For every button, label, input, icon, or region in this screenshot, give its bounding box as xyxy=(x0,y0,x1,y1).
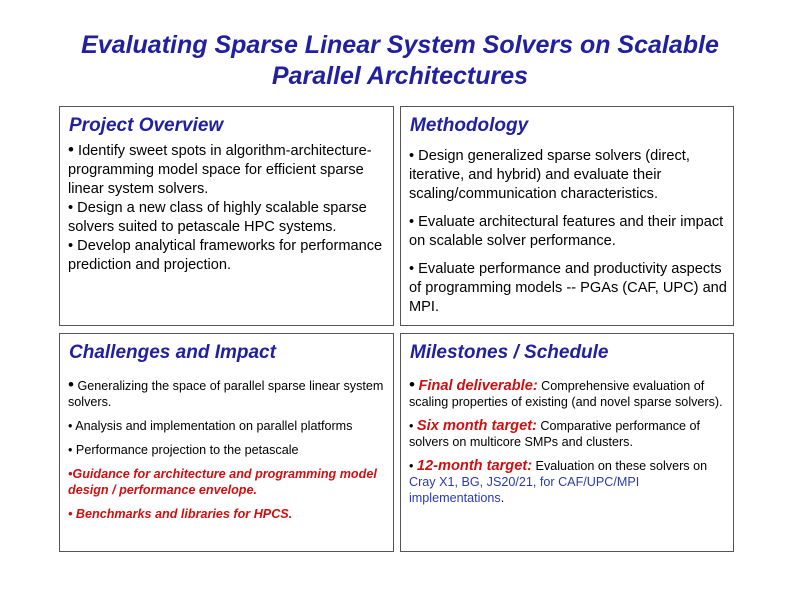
project-overview-box xyxy=(59,106,394,326)
list-item: • Evaluate performance and productivity aspects of programming models -- PGAs (CAF, UPC) and MPI. xyxy=(409,261,727,315)
challenges-heading: Challenges and Impact xyxy=(69,342,276,363)
list-item: • Identify sweet spots in algorithm-architecture-programming model space for efficient sparse linear system solvers. xyxy=(68,140,372,197)
list-item: • Final deliverable: Comprehensive evaluation of scaling properties of existing (and novel sparse solvers). xyxy=(409,375,723,409)
list-item: • Design a new class of highly scalable sparse solvers suited to petascale HPC systems. xyxy=(68,200,367,235)
milestones-box xyxy=(400,333,734,552)
milestones-heading: Milestones / Schedule xyxy=(410,342,609,363)
project-overview-body xyxy=(68,140,387,275)
slide-title xyxy=(0,30,800,92)
title-line-2: Parallel Architectures xyxy=(271,62,529,90)
methodology-heading: Methodology xyxy=(410,115,529,136)
challenges-box xyxy=(59,333,394,552)
list-item: • Evaluate architectural features and their impact on scalable solver performance. xyxy=(409,214,724,249)
methodology-box xyxy=(400,106,734,326)
list-item: • Benchmarks and libraries for HPCS. xyxy=(68,507,293,521)
list-item: • Design generalized sparse solvers (direct, iterative, and hybrid) and evaluate their scaling/communication characteristics. xyxy=(409,148,690,202)
list-item: • Develop analytical frameworks for performance prediction and projection. xyxy=(68,238,383,273)
challenges-body xyxy=(68,377,387,522)
milestones-body xyxy=(409,377,727,506)
list-item: • Performance projection to the petascale xyxy=(68,443,299,457)
list-item: •Guidance for architecture and programming model design / performance envelope. xyxy=(68,467,377,497)
methodology-body xyxy=(409,147,727,317)
list-item: • Six month target: Comparative performance of solvers on multicore SMPs and clusters. xyxy=(409,418,701,449)
project-overview-heading: Project Overview xyxy=(69,115,224,136)
list-item: • Generalizing the space of parallel sparse linear system solvers. xyxy=(68,375,384,409)
list-item: • 12-month target: Evaluation on these solvers on Cray X1, BG, JS20/21, for CAF/UPC/MPI implementations. xyxy=(409,458,708,505)
title-line-1: Evaluating Sparse Linear System Solvers on Scalable xyxy=(81,31,719,59)
list-item: • Analysis and implementation on parallel platforms xyxy=(68,419,353,433)
